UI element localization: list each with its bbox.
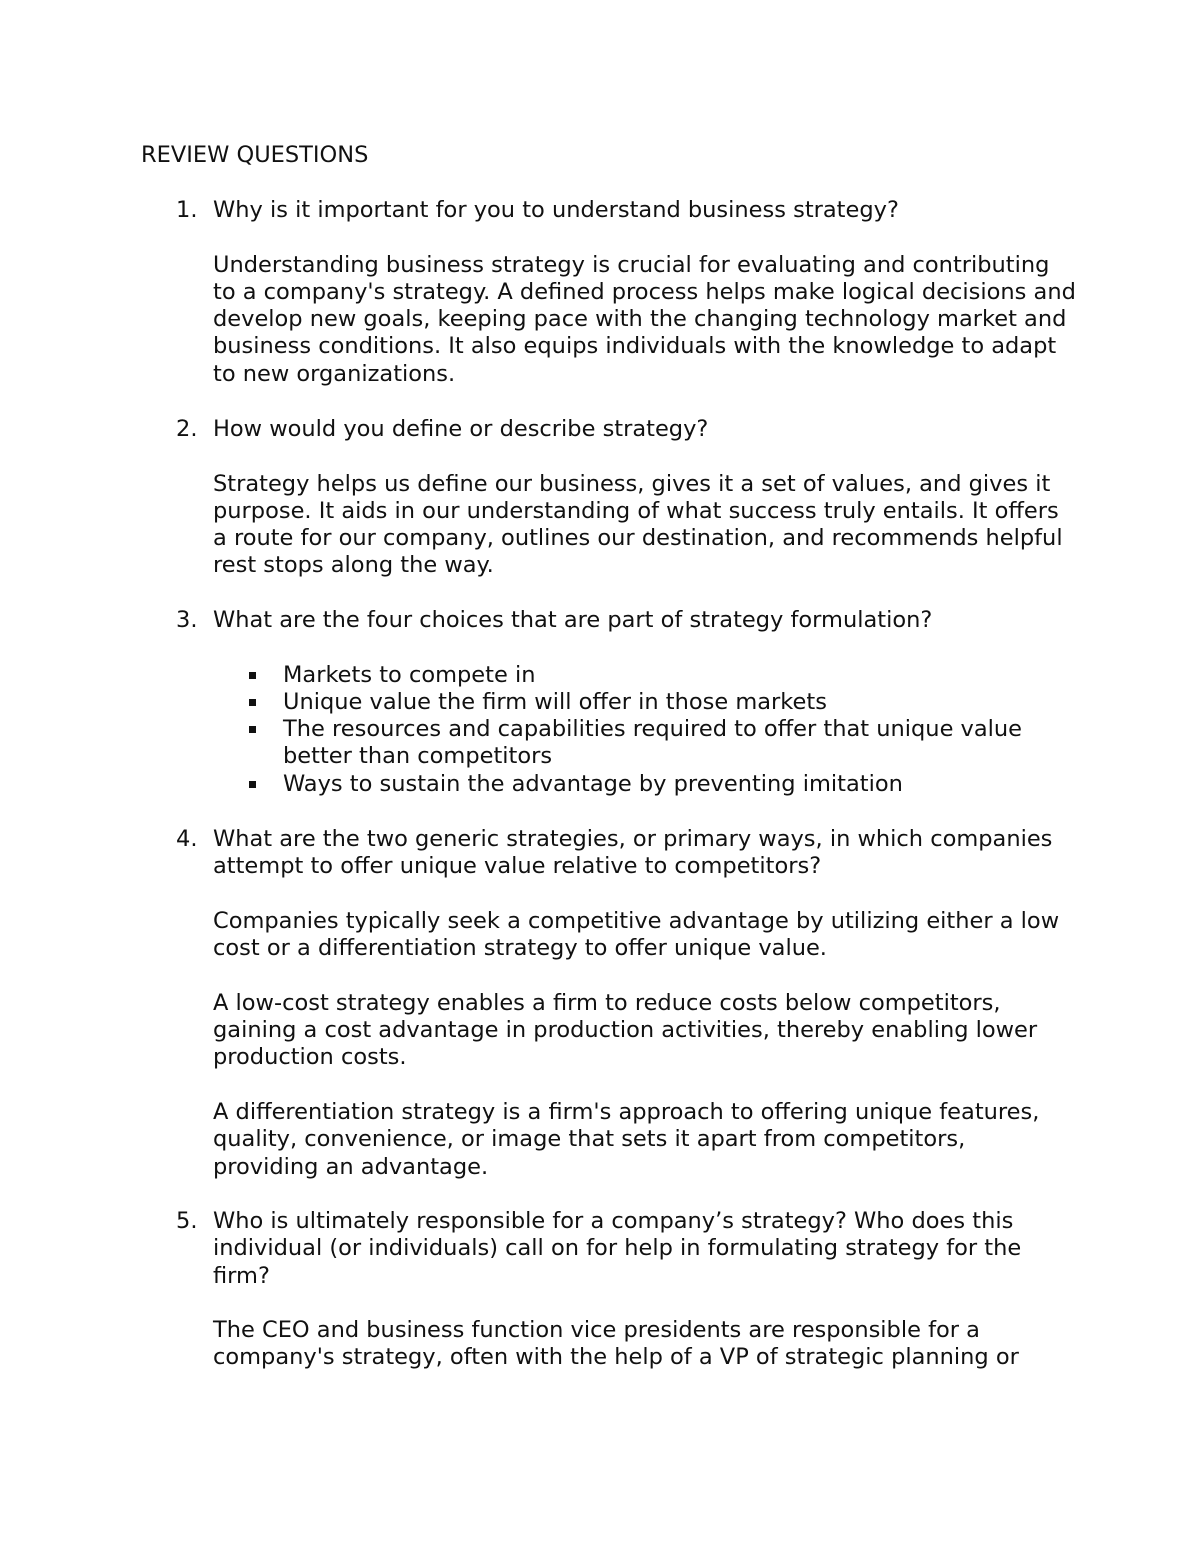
answer-paragraph: Strategy helps us define our business, gives it a set of values, and gives it purpose. It aids in our understanding of what success truly entails. It offers a route for our company, outlines our destination, and recommends helpful rest stops along the way. xyxy=(213,470,1063,579)
bullet-text: Ways to sustain the advantage by preventing imitation xyxy=(283,770,903,797)
answer-paragraph: Understanding business strategy is crucial for evaluating and contributing to a company's strategy. A defined process helps make logical decisions and develop new goals, keeping pace with the changing technology market and business conditions. It also equips individuals with the knowledge to adapt to new organizations. xyxy=(213,251,1076,387)
bullet-item xyxy=(213,662,1076,689)
question-3 xyxy=(176,607,1076,798)
bullet-list xyxy=(213,662,1076,798)
question-text: How would you define or describe strategy? xyxy=(213,416,709,442)
question-text: Who is ultimately responsible for a company’s strategy? Who does this individual (or individuals) call on for help in formulating strategy for the firm? xyxy=(213,1208,1022,1289)
question-body xyxy=(213,607,1076,798)
question-4 xyxy=(176,826,1076,1181)
bullet-item xyxy=(213,689,1076,716)
answer-paragraph: A low-cost strategy enables a firm to reduce costs below competitors, gaining a cost advantage in production activities, thereby enabling lower production costs. xyxy=(213,989,1038,1071)
question-text: Why is it important for you to understand business strategy? xyxy=(213,197,899,223)
question-5 xyxy=(176,1208,1076,1372)
question-number: 2. xyxy=(176,416,198,442)
square-bullet-icon xyxy=(249,726,256,733)
answer-paragraph: A differentiation strategy is a firm's approach to offering unique features, quality, convenience, or image that sets it apart from competitors, providing an advantage. xyxy=(213,1098,1040,1180)
square-bullet-icon xyxy=(249,699,256,706)
question-2 xyxy=(176,416,1076,580)
question-number: 3. xyxy=(176,607,198,633)
answer-paragraph: Companies typically seek a competitive advantage by utilizing either a low cost or a differentiation strategy to offer unique value. xyxy=(213,907,1060,962)
question-number: 4. xyxy=(176,826,198,852)
question-body xyxy=(213,1208,1076,1372)
question-body xyxy=(213,826,1076,1181)
question-body xyxy=(213,416,1076,580)
question-text: What are the four choices that are part of strategy formulation? xyxy=(213,607,933,633)
page-title: REVIEW QUESTIONS xyxy=(141,142,369,168)
square-bullet-icon xyxy=(249,672,256,679)
bullet-text: Markets to compete in xyxy=(283,661,536,688)
question-number: 5. xyxy=(176,1208,198,1234)
bullet-text: Unique value the firm will offer in those markets xyxy=(283,688,827,715)
answer-paragraph: The CEO and business function vice presidents are responsible for a company's strategy, often with the help of a VP of strategic planning or xyxy=(213,1317,1019,1371)
question-1 xyxy=(176,197,1076,388)
question-number: 1. xyxy=(176,197,198,223)
square-bullet-icon xyxy=(249,781,256,788)
question-text: What are the two generic strategies, or primary ways, in which companies attempt to offer unique value relative to competitors? xyxy=(213,826,1053,880)
question-body xyxy=(213,197,1076,388)
bullet-item xyxy=(213,716,1076,771)
bullet-item xyxy=(213,771,1076,798)
bullet-text: The resources and capabilities required to offer that unique value better than competitors xyxy=(283,716,1023,770)
